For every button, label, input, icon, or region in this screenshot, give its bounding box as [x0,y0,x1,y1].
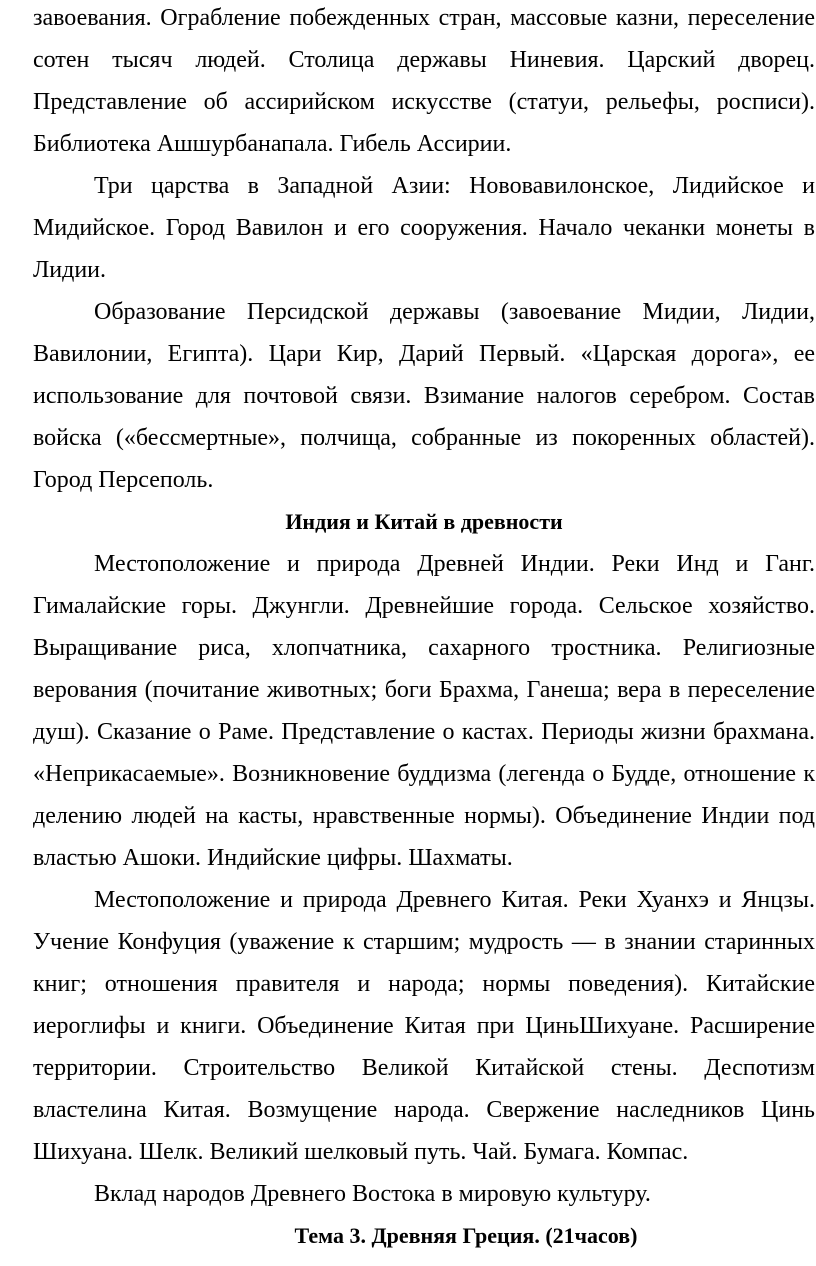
paragraph-china: Местоположение и природа Древнего Китая. Реки Хуанхэ и Янцзы. Учение Конфуция (уважение к старшим; мудрость — в знании старинных книг; отношения правителя и народа; нормы поведения). Китайские иероглифы и книги. Объединение Китая при ЦиньШихуане. Расширение территории. Строительство Великой Китайской стены. Деспотизм властелина Китая. Возмущение народа. Свержение наследников Цинь Шихуана. Шелк. Великий шелковый путь. Чай. Бумага. Компас. [33,887,815,1165]
heading-india-china: Индия и Китай в древности [285,509,563,534]
paragraph-three-kingdoms: Три царства в Западной Азии: Нововавилонское, Лидийское и Мидийское. Город Вавилон и его сооружения. Начало чеканки монеты в Лидии. [33,173,815,283]
heading-theme-3: Тема 3. Древняя Греция. (21часов) [294,1223,638,1248]
paragraph-india: Местоположение и природа Древней Индии. Реки Инд и Ганг. Гималайские горы. Джунгли. Древнейшие города. Сельское хозяйство. Выращивание риса, хлопчатника, сахарного тростника. Религиозные верования (почитание животных; боги Брахма, Ганеша; вера в переселение душ). Сказание о Раме. Представление о кастах. Периоды жизни брахмана. «Неприкасаемые». Возникновение буддизма (легенда о Будде, отношение к делению людей на касты, нравственные нормы). Объединение Индии под властью Ашоки. Индийские цифры. Шахматы. [33,551,815,871]
document-page [33,0,815,1257]
paragraph-persia: Образование Персидской державы (завоевание Мидии, Лидии, Вавилонии, Египта). Цари Кир, Дарий Первый. «Царская дорога», ее использование для почтовой связи. Взимание налогов серебром. Состав войска («бессмертные», полчища, собранные из покоренных областей). Город Персеполь. [33,299,815,493]
paragraph-assyria-continuation: завоевания. Ограбление побежденных стран, массовые казни, переселение сотен тысяч людей. Столица державы Ниневия. Царский дворец. Представление об ассирийском искусстве (статуи, рельефы, росписи). Библиотека Ашшурбанапала. Гибель Ассирии. [33,5,815,157]
paragraph-contribution: Вклад народов Древнего Востока в мировую культуру. [94,1181,651,1207]
